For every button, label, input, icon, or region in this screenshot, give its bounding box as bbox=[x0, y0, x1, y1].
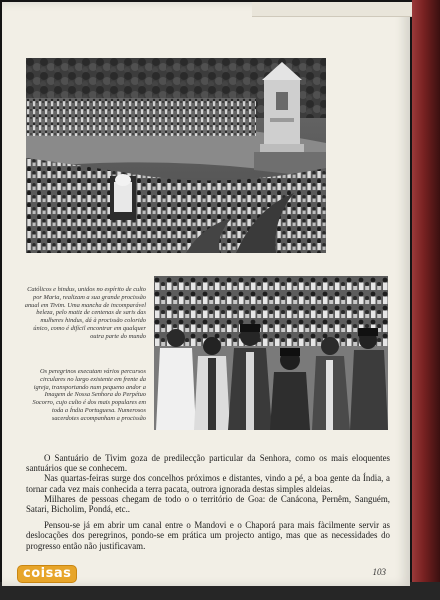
body-paragraph: Milhares de pessoas chegam de todo o o território de Goa: de Canácona, Pernêm, Sanguém, Satari, Bicholim, Pondá, etc.. bbox=[26, 493, 390, 515]
body-paragraph: Nas quartas-feiras surge dos concelhos próximos e distantes, vindo a pé, a boa gente da Índia, a tornar cada vez mais conhecida a terra pacata, outrora ignorada destas simples aldeias. bbox=[26, 473, 390, 494]
book-binding-edge bbox=[412, 0, 440, 600]
article-body bbox=[26, 453, 390, 551]
photo-caption-bottom: Os peregrinos executam vários percursos circulares no largo existente em frente da igreja, transportando num pequeno andor a Imagem de Nossa Senhora do Perpétuo Socorro, cujo culto é dos mais populares em toda a Índia Portuguesa. Numerosos sacerdotes acompanham a procissão bbox=[32, 368, 146, 422]
photo-caption-top: Católicos e hindus, unidos no espírito de culto por Maria, realizam a sua grande procissão anual em Tivim. Uma mancha de incomparável beleza, pelo matiz de centenas de saris das mulheres hindus, dá à procissão colorido único, como é difícil encontrar em qualquer outra parte do mundo bbox=[24, 286, 146, 340]
body-paragraph: O Santuário de Tivim goza de predilecção particular da Senhora, como os mais eloquentes santuários que se conhecem. bbox=[26, 453, 390, 474]
procession-crowd-photo bbox=[26, 58, 326, 253]
page-fold bbox=[252, 2, 412, 17]
carried-statue bbox=[110, 174, 136, 220]
body-paragraph: Pensou-se já em abrir um canal entre o Mandovi e o Chaporá para mais fàcilmente servir as deslocações dos peregrinos, pondo-se em prática um projecto antigo, mas que as necessidades do progresso então não justificavam. bbox=[26, 520, 390, 551]
priests-procession-photo bbox=[154, 276, 388, 430]
site-watermark: coisas bbox=[18, 566, 76, 582]
page-number: 103 bbox=[372, 567, 386, 577]
